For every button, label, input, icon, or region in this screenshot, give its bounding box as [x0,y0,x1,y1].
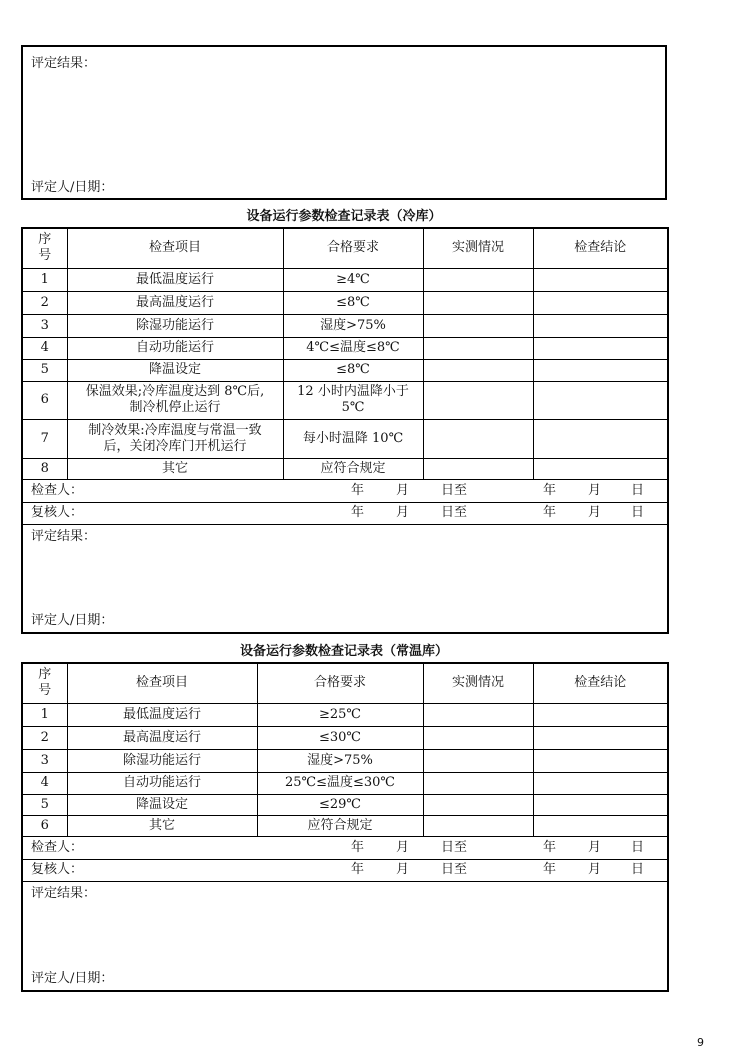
conclusion-cell[interactable] [533,419,668,458]
row-item: 最低温度运行 [67,268,283,291]
conclusion-cell[interactable] [533,703,668,726]
row-item: 自动功能运行 [67,337,283,359]
row-item: 降温设定 [67,359,283,381]
evaluation-row [22,881,668,991]
actual-cell[interactable] [423,749,533,772]
row-requirement: 每小时温降 10℃ [283,419,423,458]
table-row [22,268,668,291]
row-number: 7 [22,419,67,458]
row-requirement: ≤30℃ [257,726,423,749]
actual-cell[interactable] [423,291,533,314]
conclusion-header: 检查结论 [533,663,668,703]
row-item: 其它 [67,458,283,479]
seq-header: 序 号 [22,228,67,268]
row-requirement: ≤8℃ [283,359,423,381]
row-requirement: ≥4℃ [283,268,423,291]
table-row [22,337,668,359]
evaluator-date-label: 评定人/日期： [31,613,114,628]
evaluation-result-label: 评定结果： [31,56,97,71]
reviewer-label: 复核人： [31,505,84,520]
row-number: 6 [22,381,67,419]
table-row [22,749,668,772]
actual-cell[interactable] [423,268,533,291]
row-number: 3 [22,314,67,337]
table-row [22,772,668,794]
actual-cell[interactable] [423,772,533,794]
row-item: 自动功能运行 [67,772,257,794]
conclusion-cell[interactable] [533,458,668,479]
row-item: 除湿功能运行 [67,749,257,772]
row-requirement: 25℃≤温度≤30℃ [257,772,423,794]
table-row [22,815,668,836]
table-header-row [22,663,668,703]
conclusion-cell[interactable] [533,291,668,314]
table-row [22,726,668,749]
row-requirement: 应符合规定 [283,458,423,479]
actual-cell[interactable] [423,359,533,381]
table-header-row [22,228,668,268]
row-number: 8 [22,458,67,479]
actual-cell[interactable] [423,314,533,337]
evaluator-date-label: 评定人/日期： [31,971,114,986]
table-row [22,381,668,419]
conclusion-cell[interactable] [533,772,668,794]
row-item: 最高温度运行 [67,291,283,314]
row-requirement: 12 小时内温降小于 5℃ [283,381,423,419]
row-number: 1 [22,703,67,726]
inspector-label: 检查人： [31,482,84,498]
row-item: 其它 [67,815,257,836]
actual-cell[interactable] [423,703,533,726]
row-item: 降温设定 [67,794,257,815]
row-number: 2 [22,726,67,749]
conclusion-cell[interactable] [533,749,668,772]
actual-cell[interactable] [423,815,533,836]
conclusion-cell[interactable] [533,726,668,749]
normal-storage-table-title: 设备运行参数检查记录表（常温库） [239,644,448,659]
reviewer-row: 复核人： 年 月 日至 年 月 日 [22,859,668,881]
actual-cell[interactable] [423,337,533,359]
inspector-row: 检查人： 年 月 日至 年 月 日 [22,836,668,859]
actual-cell[interactable] [423,726,533,749]
row-item: 除湿功能运行 [67,314,283,337]
page-number: 9 [697,1036,704,1049]
conclusion-cell[interactable] [533,359,668,381]
reviewer-row: 复核人： 年 月 日至 年 月 日 [22,502,668,524]
row-requirement: 湿度>75% [283,314,423,337]
table-row [22,291,668,314]
row-number: 6 [22,815,67,836]
conclusion-cell[interactable] [533,314,668,337]
table-row [22,359,668,381]
inspector-row: 检查人： 年 月 日至 年 月 日 [22,479,668,502]
normal-storage-table [21,662,669,992]
conclusion-header: 检查结论 [533,228,668,268]
conclusion-cell[interactable] [533,381,668,419]
row-number: 4 [22,772,67,794]
row-item: 制冷效果:冷库温度与常温一致 后，关闭冷库门开机运行 [67,419,283,458]
actual-header: 实测情况 [423,228,533,268]
seq-header: 序 号 [22,663,67,703]
evaluation-result-label: 评定结果： [31,885,97,901]
actual-header: 实测情况 [423,663,533,703]
actual-cell[interactable] [423,458,533,479]
reviewer-label: 复核人： [31,862,84,877]
requirement-header: 合格要求 [283,228,423,268]
row-number: 5 [22,359,67,381]
actual-cell[interactable] [423,794,533,815]
table-row [22,419,668,458]
requirement-header: 合格要求 [257,663,423,703]
table-row [22,314,668,337]
cold-storage-table [21,227,669,634]
row-number: 4 [22,337,67,359]
conclusion-cell[interactable] [533,268,668,291]
actual-cell[interactable] [423,419,533,458]
conclusion-cell[interactable] [533,815,668,836]
row-item: 最高温度运行 [67,726,257,749]
row-requirement: 4℃≤温度≤8℃ [283,337,423,359]
row-requirement: ≤8℃ [283,291,423,314]
row-requirement: 湿度>75% [257,749,423,772]
row-requirement: ≤29℃ [257,794,423,815]
row-requirement: 应符合规定 [257,815,423,836]
item-header: 检查项目 [67,663,257,703]
row-requirement: ≥25℃ [257,703,423,726]
row-item: 保温效果;冷库温度达到 8℃后, 制冷机停止运行 [67,381,283,419]
row-number: 5 [22,794,67,815]
table-row [22,794,668,815]
evaluation-row [22,524,668,633]
conclusion-cell[interactable] [533,337,668,359]
evaluator-date-label: 评定人/日期： [31,180,114,195]
item-header: 检查项目 [67,228,283,268]
row-number: 1 [22,268,67,291]
actual-cell[interactable] [423,381,533,419]
inspector-label: 检查人： [31,839,84,855]
cold-storage-table-title: 设备运行参数检查记录表（冷库） [246,209,442,224]
table-row [22,703,668,726]
top-evaluation-box [21,45,667,200]
row-item: 最低温度运行 [67,703,257,726]
conclusion-cell[interactable] [533,794,668,815]
evaluation-result-label: 评定结果： [31,528,97,544]
row-number: 2 [22,291,67,314]
table-row [22,458,668,479]
row-number: 3 [22,749,67,772]
